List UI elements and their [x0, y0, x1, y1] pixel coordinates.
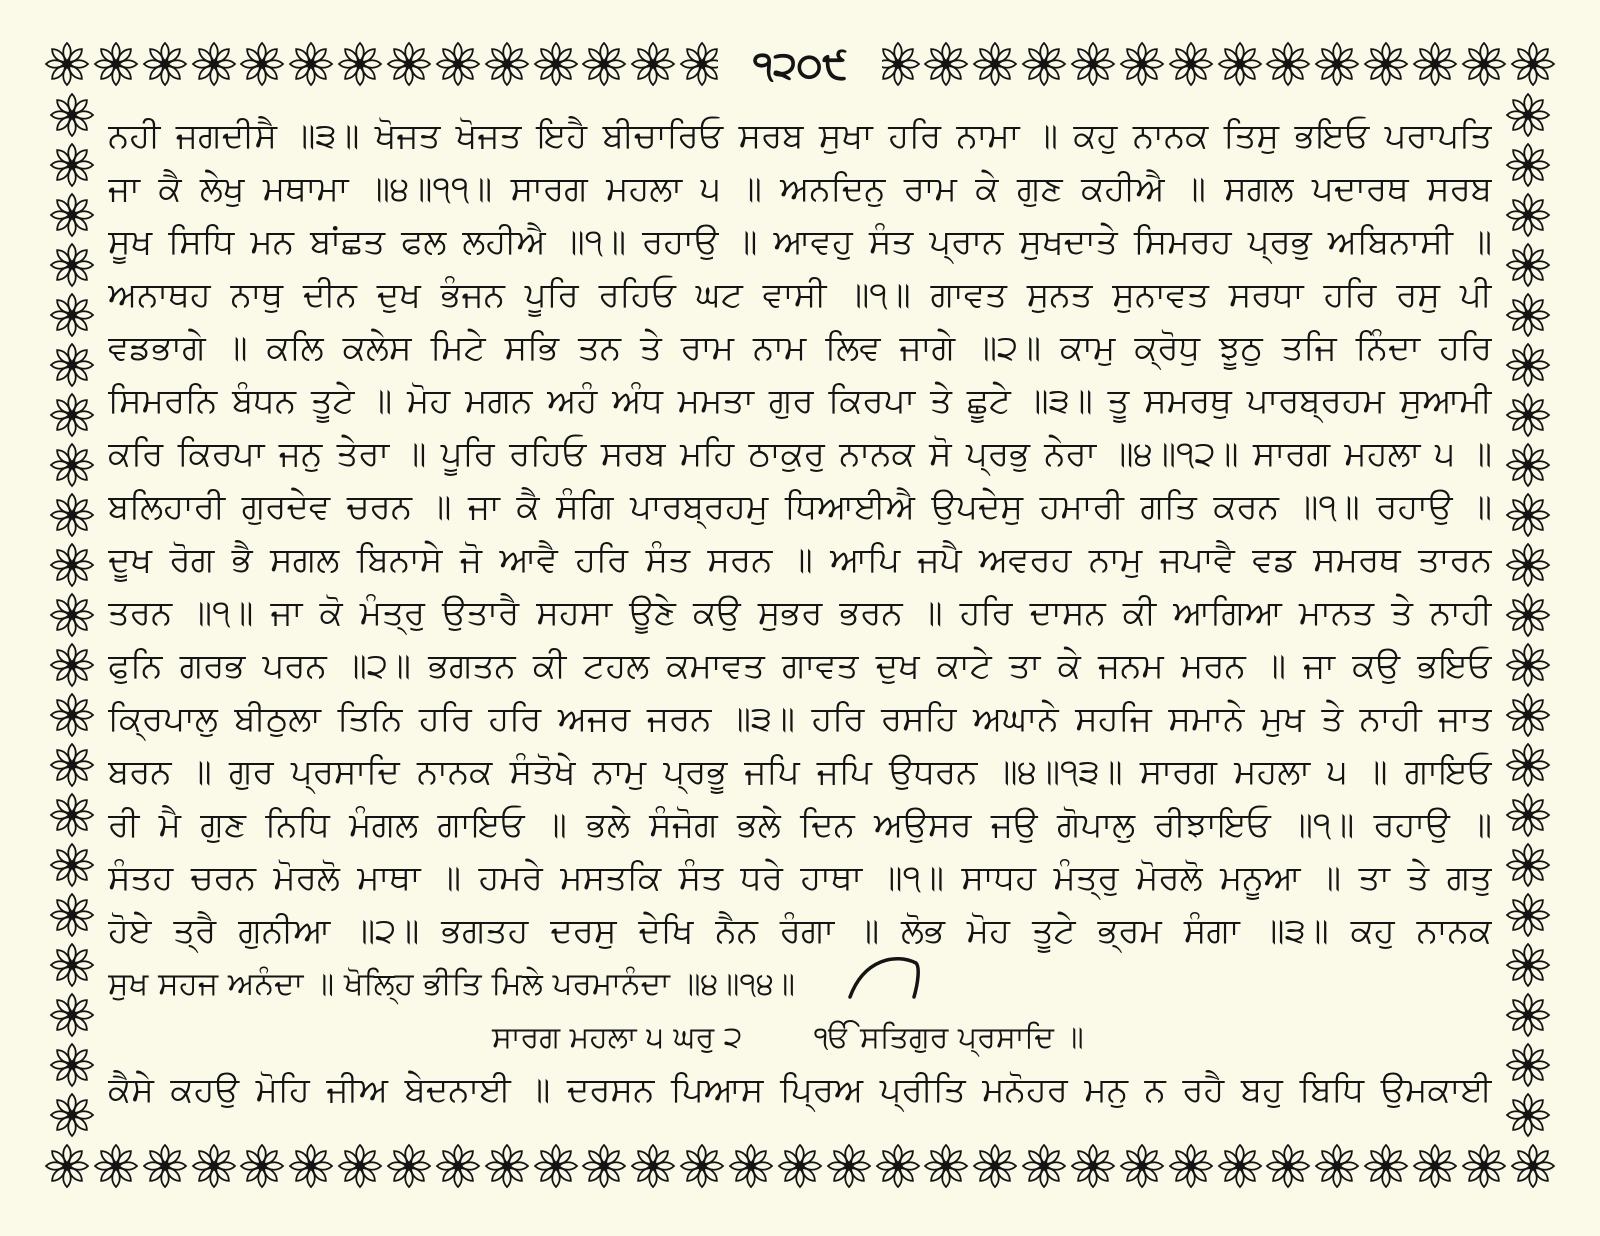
flower-icon	[93, 1143, 139, 1189]
flower-icon	[49, 192, 95, 238]
verse-line: ਜਾ ਕੈ ਲੇਖੁ ਮਥਾਮਾ ॥੪॥੧੧॥ ਸਾਰਗ ਮਹਲਾ ੫ ॥ ਅਨਦਿਨੁ ਰਾਮ ਕੇ ਗੁਣ ਕਹੀਐ ॥ ਸਗਲ ਪਦਾਰਥ ਸਰਬ	[108, 169, 1492, 209]
flower-icon	[728, 1143, 774, 1189]
flower-icon	[1265, 1143, 1311, 1189]
verse-text	[108, 110, 1492, 1117]
flower-icon	[49, 842, 95, 888]
flower-icon	[1168, 1143, 1214, 1189]
flower-icon	[1505, 192, 1551, 238]
flower-icon	[972, 41, 1018, 87]
flower-icon	[581, 41, 627, 87]
page-number: ੧੨੦੯	[752, 43, 848, 87]
flower-icon	[49, 742, 95, 788]
flower-icon	[49, 92, 95, 138]
flower-icon	[533, 1143, 579, 1189]
flower-icon	[1412, 41, 1458, 87]
verse-line: ਵਡਭਾਗੇ ॥ ਕਲਿ ਕਲੇਸ ਮਿਟੇ ਸਭਿ ਤਨ ਤੇ ਰਾਮ ਨਾਮ ਲਿਵ ਜਾਗੇ ॥੨॥ ਕਾਮੁ ਕ੍ਰੋਧੁ ਝੂਠੁ ਤਜਿ ਨਿੰਦਾ ਹਰਿ	[108, 328, 1492, 368]
flower-icon	[1510, 41, 1556, 87]
verse-line: ਕ੍ਰਿਪਾਲੁ ਬੀਠੁਲਾ ਤਿਨਿ ਹਰਿ ਹਰਿ ਅਜਰ ਜਰਨ ॥੩॥ ਹਰਿ ਰਸਹਿ ਅਘਾਨੇ ਸਹਜਿ ਸਮਾਨੇ ਮੁਖ ਤੇ ਨਾਹੀ ਜਾਤ	[108, 699, 1492, 739]
flower-icon	[1217, 41, 1263, 87]
flower-icon	[239, 41, 285, 87]
flower-icon	[288, 41, 334, 87]
border-bottom	[44, 1138, 1556, 1194]
verse-line: ਅਨਾਥਹ ਨਾਥੁ ਦੀਨ ਦੁਖ ਭੰਜਨ ਪੂਰਿ ਰਹਿਓ ਘਟ ਵਾਸੀ ॥੧॥ ਗਾਵਤ ਸੁਨਤ ਸੁਨਾਵਤ ਸਰਧਾ ਹਰਿ ਰਸੁ ਪੀ	[108, 275, 1492, 315]
flower-icon	[1505, 592, 1551, 638]
flower-icon	[49, 542, 95, 588]
verse-line-final: ਕੈਸੇ ਕਹਉ ਮੋਹਿ ਜੀਅ ਬੇਦਨਾਈ ॥ ਦਰਸਨ ਪਿਆਸ ਪ੍ਰਿਅ ਪ੍ਰੀਤਿ ਮਨੋਹਰ ਮਨੁ ਨ ਰਹੈ ਬਹੁ ਬਿਧਿ ਉਮਕਾਈ	[108, 1070, 1492, 1110]
flower-icon	[49, 992, 95, 1038]
flower-icon	[49, 592, 95, 638]
flower-icon	[1119, 1143, 1165, 1189]
flower-icon	[1505, 142, 1551, 188]
flower-icon	[1314, 41, 1360, 87]
flower-icon	[1505, 1092, 1551, 1138]
flower-icon	[777, 1143, 823, 1189]
flower-icon	[484, 41, 530, 87]
flower-icon	[49, 1092, 95, 1138]
flower-icon	[1363, 1143, 1409, 1189]
flower-icon	[581, 1143, 627, 1189]
flower-icon	[49, 342, 95, 388]
flower-icon	[679, 1143, 725, 1189]
flower-icon	[386, 41, 432, 87]
flower-icon	[337, 41, 383, 87]
flower-icon	[1505, 342, 1551, 388]
verse-line: ਬਰਨ ॥ ਗੁਰ ਪ੍ਰਸਾਦਿ ਨਾਨਕ ਸੰਤੋਖੇ ਨਾਮੁ ਪ੍ਰਭੂ ਜਪਿ ਜਪਿ ਉਧਰਨ ॥੪॥੧੩॥ ਸਾਰਗ ਮਹਲਾ ੫ ॥ ਗਾਇਓ	[108, 752, 1492, 792]
flower-icon	[386, 1143, 432, 1189]
flower-icon	[1505, 842, 1551, 888]
flower-icon	[630, 1143, 676, 1189]
flower-icon	[923, 41, 969, 87]
flower-icon	[1505, 292, 1551, 338]
verse-line: ਕਰਿ ਕਿਰਪਾ ਜਨੁ ਤੇਰਾ ॥ ਪੂਰਿ ਰਹਿਓ ਸਰਬ ਮਹਿ ਠਾਕੁਰੁ ਨਾਨਕ ਸੋ ਪ੍ਰਭੁ ਨੇਰਾ ॥੪॥੧੨॥ ਸਾਰਗ ਮਹਲਾ ੫ ॥	[108, 434, 1492, 474]
flower-icon	[44, 41, 90, 87]
flower-icon	[1119, 41, 1165, 87]
flower-icon	[1505, 242, 1551, 288]
flower-icon	[49, 142, 95, 188]
flower-icon	[239, 1143, 285, 1189]
flower-icon	[630, 41, 676, 87]
flower-icon	[337, 1143, 383, 1189]
verse-line: ਰੀ ਮੈ ਗੁਣ ਨਿਧਿ ਮੰਗਲ ਗਾਇਓ ॥ ਭਲੇ ਸੰਜੋਗ ਭਲੇ ਦਿਨ ਅਉਸਰ ਜਉ ਗੋਪਾਲੁ ਰੀਝਾਇਓ ॥੧॥ ਰਹਾਉ ॥	[108, 805, 1492, 845]
flower-icon	[1412, 1143, 1458, 1189]
flower-icon	[49, 242, 95, 288]
flower-icon	[533, 41, 579, 87]
flower-icon	[49, 442, 95, 488]
section-heading	[108, 1011, 1492, 1064]
flower-icon	[826, 1143, 872, 1189]
flower-icon	[1363, 41, 1409, 87]
ek-onkar-mark-icon	[846, 953, 922, 1003]
flower-icon	[49, 292, 95, 338]
flower-icon	[142, 41, 188, 87]
verse-line: ਨਹੀ ਜਗਦੀਸੈ ॥੩॥ ਖੋਜਤ ਖੋਜਤ ਇਹੈ ਬੀਚਾਰਿਓ ਸਰਬ ਸੁਖਾ ਹਰਿ ਨਾਮਾ ॥ ਕਹੁ ਨਾਨਕ ਤਿਸੁ ਭਇਓ ਪਰਾਪਤਿ	[108, 116, 1492, 156]
heading-mool-mantar: ੴ ਸਤਿਗੁਰ ਪ੍ਰਸਾਦਿ ॥	[814, 1020, 1084, 1055]
flower-icon	[1505, 392, 1551, 438]
flower-icon	[1461, 1143, 1507, 1189]
flower-icon	[1505, 742, 1551, 788]
flower-icon	[93, 41, 139, 87]
flower-icon	[1265, 41, 1311, 87]
flower-icon	[49, 692, 95, 738]
flower-icon	[1505, 892, 1551, 938]
verse-line: ਸਿਮਰਨਿ ਬੰਧਨ ਤੂਟੇ ॥ ਮੋਹ ਮਗਨ ਅਹੰ ਅੰਧ ਮਮਤਾ ਗੁਰ ਕਿਰਪਾ ਤੇ ਛੂਟੇ ॥੩॥ ਤੂ ਸਮਰਥੁ ਪਾਰਬ੍ਰਹਮ ਸੁਆਮੀ	[108, 381, 1492, 421]
flower-icon	[1021, 41, 1067, 87]
flower-icon	[288, 1143, 334, 1189]
flower-icon	[1505, 642, 1551, 688]
flower-icon	[1505, 492, 1551, 538]
flower-icon	[1510, 1143, 1556, 1189]
flower-icon	[1314, 1143, 1360, 1189]
flower-icon	[435, 41, 481, 87]
flower-icon	[1217, 1143, 1263, 1189]
verse-line: ਤਰਨ ॥੧॥ ਜਾ ਕੋ ਮੰਤ੍ਰੁ ਉਤਾਰੈ ਸਹਸਾ ਊਣੇ ਕਉ ਸੁਭਰ ਭਰਨ ॥ ਹਰਿ ਦਾਸਨ ਕੀ ਆਗਿਆ ਮਾਨਤ ਤੇ ਨਾਹੀ	[108, 593, 1492, 633]
verse-line: ਸੰਤਹ ਚਰਨ ਮੋਰਲੋ ਮਾਥਾ ॥ ਹਮਰੇ ਮਸਤਕਿ ਸੰਤ ਧਰੇ ਹਾਥਾ ॥੧॥ ਸਾਧਹ ਮੰਤ੍ਰੁ ਮੋਰਲੋ ਮਨੂਆ ॥ ਤਾ ਤੇ ਗਤੁ	[108, 858, 1492, 898]
flower-icon	[1505, 992, 1551, 1038]
verse-line: ਸੂਖ ਸਿਧਿ ਮਨ ਬਾਂਛਤ ਫਲ ਲਹੀਐ ॥੧॥ ਰਹਾਉ ॥ ਆਵਹੁ ਸੰਤ ਪ੍ਰਾਨ ਸੁਖਦਾਤੇ ਸਿਮਰਹ ਪ੍ਰਭੁ ਅਬਿਨਾਸੀ ॥	[108, 222, 1492, 262]
flower-icon	[1505, 542, 1551, 588]
flower-icon	[1021, 1143, 1067, 1189]
flower-icon	[1505, 792, 1551, 838]
flower-icon	[972, 1143, 1018, 1189]
flower-icon	[142, 1143, 188, 1189]
flower-icon	[191, 1143, 237, 1189]
flower-icon	[49, 492, 95, 538]
flower-icon	[923, 1143, 969, 1189]
flower-icon	[1505, 692, 1551, 738]
flower-icon	[49, 392, 95, 438]
verse-line: ਹੋਏ ਤ੍ਰੈ ਗੁਨੀਆ ॥੨॥ ਭਗਤਹ ਦਰਸੁ ਦੇਖਿ ਨੈਨ ਰੰਗਾ ॥ ਲੋਭ ਮੋਹ ਤੂਟੇ ਭ੍ਰਮ ਸੰਗਾ ॥੩॥ ਕਹੁ ਨਾਨਕ	[108, 911, 1492, 951]
verse-line: ਦੂਖ ਰੋਗ ਭੈ ਸਗਲ ਬਿਨਾਸੇ ਜੋ ਆਵੈ ਹਰਿ ਸੰਤ ਸਰਨ ॥ ਆਪਿ ਜਪੈ ਅਵਰਹ ਨਾਮੁ ਜਪਾਵੈ ਵਡ ਸਮਰਥ ਤਾਰਨ	[108, 540, 1492, 580]
flower-icon	[49, 942, 95, 988]
flower-icon	[49, 642, 95, 688]
flower-icon	[1070, 1143, 1116, 1189]
border-right	[1500, 92, 1556, 1138]
verse-line: ਬਲਿਹਾਰੀ ਗੁਰਦੇਵ ਚਰਨ ॥ ਜਾ ਕੈ ਸੰਗਿ ਪਾਰਬ੍ਰਹਮੁ ਧਿਆਈਐ ਉਪਦੇਸੁ ਹਮਾਰੀ ਗਤਿ ਕਰਨ ॥੧॥ ਰਹਾਉ ॥	[108, 487, 1492, 527]
flower-icon	[49, 1042, 95, 1088]
heading-raag: ਸਾਰਗ ਮਹਲਾ ੫ ਘਰੁ ੨	[492, 1020, 743, 1055]
flower-icon	[1505, 92, 1551, 138]
verse-line-last: ਸੁਖ ਸਹਜ ਅਨੰਦਾ ॥ ਖੋਲ੍ਹਿ ਭੀਤਿ ਮਿਲੇ ਪਰਮਾਨੰਦਾ ॥੪॥੧੪॥	[108, 966, 795, 1002]
flower-icon	[49, 792, 95, 838]
flower-icon	[875, 1143, 921, 1189]
flower-icon	[484, 1143, 530, 1189]
flower-icon	[49, 892, 95, 938]
flower-icon	[1505, 942, 1551, 988]
flower-icon	[435, 1143, 481, 1189]
flower-icon	[1070, 41, 1116, 87]
flower-icon	[1505, 1042, 1551, 1088]
flower-icon	[1505, 442, 1551, 488]
flower-icon	[191, 41, 237, 87]
verse-line: ਫੁਨਿ ਗਰਭ ਪਰਨ ॥੨॥ ਭਗਤਨ ਕੀ ਟਹਲ ਕਮਾਵਤ ਗਾਵਤ ਦੁਖ ਕਾਟੇ ਤਾ ਕੇ ਜਨਮ ਮਰਨ ॥ ਜਾ ਕਉ ਭਇਓ	[108, 646, 1492, 686]
flower-icon	[1168, 41, 1214, 87]
border-left	[44, 92, 100, 1138]
flower-icon	[1461, 41, 1507, 87]
flower-icon	[44, 1143, 90, 1189]
